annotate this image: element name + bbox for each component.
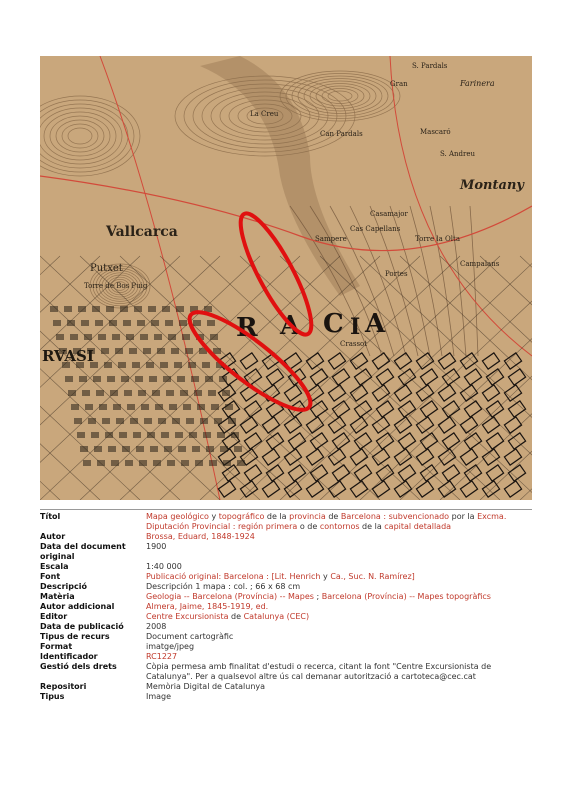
town-block — [119, 432, 127, 438]
town-block — [127, 404, 135, 410]
metadata-row — [40, 602, 532, 612]
town-block — [135, 376, 143, 382]
town-block — [197, 404, 205, 410]
town-block — [222, 390, 230, 396]
town-block — [79, 376, 87, 382]
town-block — [102, 418, 110, 424]
town-block — [157, 348, 165, 354]
town-block — [101, 348, 109, 354]
town-block — [97, 460, 105, 466]
town-block — [115, 348, 123, 354]
town-block — [108, 446, 116, 452]
metadata-text: 1:40 000 — [146, 562, 182, 571]
town-block — [149, 376, 157, 382]
town-block — [111, 460, 119, 466]
map-label: Sampere — [315, 235, 347, 243]
town-block — [153, 460, 161, 466]
town-block — [183, 404, 191, 410]
metadata-label: Data del document original — [40, 542, 126, 561]
town-block — [185, 348, 193, 354]
map-label: S. Andreu — [440, 150, 476, 158]
metadata-row — [40, 542, 532, 562]
town-block — [181, 460, 189, 466]
town-block — [208, 390, 216, 396]
town-block — [148, 306, 156, 312]
metadata-text: y — [320, 572, 331, 581]
town-block — [167, 460, 175, 466]
metadata-value — [146, 612, 532, 622]
town-block — [68, 390, 76, 396]
town-block — [203, 432, 211, 438]
metadata-text: 1900 — [146, 542, 167, 551]
metadata-value — [146, 662, 532, 682]
town-block — [125, 460, 133, 466]
metadata-row — [40, 682, 532, 692]
metadata-text: 2008 — [146, 622, 167, 631]
town-block — [130, 418, 138, 424]
metadata-value — [146, 512, 532, 532]
metadata-link[interactable]: Geologia -- Barcelona (Província) -- Mapes — [146, 592, 314, 601]
town-block — [132, 362, 140, 368]
town-block — [82, 390, 90, 396]
town-block — [193, 320, 201, 326]
town-block — [91, 432, 99, 438]
town-block — [161, 432, 169, 438]
map-label: Torre de Bos Puig — [84, 282, 148, 290]
metadata-value — [146, 652, 532, 662]
metadata-text: Image — [146, 692, 172, 701]
metadata-link[interactable]: Excma. Diputación Provincial : región primera — [146, 512, 507, 531]
metadata-label: Font — [40, 572, 61, 581]
metadata-text: imatge/jpeg — [146, 642, 195, 651]
map-label: Portes — [385, 270, 408, 278]
metadata-label: Format — [40, 642, 73, 651]
town-block — [129, 348, 137, 354]
metadata-row — [40, 662, 532, 682]
metadata-table — [40, 509, 532, 702]
metadata-link[interactable]: topográfico — [218, 512, 265, 521]
town-block — [165, 320, 173, 326]
metadata-label: Autor addicional — [40, 602, 115, 611]
metadata-text: de — [325, 512, 341, 521]
town-block — [158, 418, 166, 424]
town-block — [186, 418, 194, 424]
town-block — [109, 320, 117, 326]
metadata-link[interactable]: Ca., Suc. N. Ramírez] — [330, 572, 415, 581]
map-label: La Creu — [250, 110, 279, 118]
map-image — [40, 56, 532, 500]
town-block — [50, 306, 58, 312]
map-district-letter: A — [365, 309, 386, 339]
town-block — [56, 334, 64, 340]
town-block — [122, 446, 130, 452]
town-block — [141, 404, 149, 410]
town-block — [126, 334, 134, 340]
metadata-label: Tipus de recurs — [40, 632, 110, 641]
town-block — [136, 446, 144, 452]
town-block — [205, 376, 213, 382]
town-block — [169, 404, 177, 410]
metadata-value — [146, 562, 532, 572]
town-block — [154, 334, 162, 340]
metadata-row — [40, 572, 532, 582]
town-block — [53, 320, 61, 326]
town-block — [152, 390, 160, 396]
metadata-top-rule — [40, 509, 532, 510]
town-block — [231, 432, 239, 438]
town-block — [206, 446, 214, 452]
town-block — [147, 432, 155, 438]
map-district-letter: R — [236, 313, 258, 343]
metadata-value — [146, 592, 532, 602]
town-block — [151, 320, 159, 326]
town-block — [160, 362, 168, 368]
metadata-label: Títol — [40, 512, 61, 521]
map-district-letter: I — [350, 314, 361, 340]
town-block — [144, 418, 152, 424]
town-block — [213, 348, 221, 354]
town-block — [188, 362, 196, 368]
metadata-value — [146, 622, 532, 632]
metadata-row — [40, 612, 532, 622]
metadata-text: ; — [313, 592, 322, 601]
town-block — [95, 320, 103, 326]
map-label: Vallcarca — [106, 224, 178, 240]
town-block — [155, 404, 163, 410]
town-block — [110, 390, 118, 396]
metadata-row — [40, 512, 532, 532]
town-block — [120, 306, 128, 312]
metadata-label: Autor — [40, 532, 66, 541]
metadata-row — [40, 632, 532, 642]
town-block — [64, 306, 72, 312]
town-block — [98, 334, 106, 340]
metadata-text: de la — [359, 522, 385, 531]
town-block — [74, 418, 82, 424]
town-block — [106, 306, 114, 312]
metadata-label: Editor — [40, 612, 68, 621]
metadata-label: Identificador — [40, 652, 98, 661]
metadata-label: Data de publicació — [40, 622, 124, 631]
town-block — [85, 404, 93, 410]
town-block — [107, 376, 115, 382]
metadata-row — [40, 652, 532, 662]
metadata-row — [40, 562, 532, 572]
metadata-value — [146, 572, 532, 582]
town-block — [104, 362, 112, 368]
metadata-text: o de — [297, 522, 320, 531]
town-block — [214, 418, 222, 424]
metadata-link[interactable]: Brossa, Eduard, 1848-1924 — [146, 532, 255, 541]
metadata-label: Gestió dels drets — [40, 662, 117, 671]
metadata-label: Escala — [40, 562, 69, 571]
town-block — [138, 390, 146, 396]
town-block — [81, 320, 89, 326]
town-block — [162, 306, 170, 312]
town-block — [219, 376, 227, 382]
town-block — [200, 418, 208, 424]
metadata-label: Repositori — [40, 682, 87, 691]
town-block — [223, 460, 231, 466]
metadata-row — [40, 582, 532, 592]
town-block — [174, 362, 182, 368]
metadata-label: Descripció — [40, 582, 87, 591]
town-block — [143, 348, 151, 354]
town-block — [112, 334, 120, 340]
town-block — [94, 446, 102, 452]
metadata-value — [146, 532, 532, 542]
town-block — [195, 460, 203, 466]
metadata-link[interactable]: Mapa geológico — [146, 512, 209, 521]
map-label: Putxet — [90, 263, 123, 274]
map-label: Mascaró — [420, 128, 451, 136]
town-block — [65, 376, 73, 382]
town-block — [77, 432, 85, 438]
town-block — [179, 320, 187, 326]
metadata-link[interactable]: Barcelona (Província) -- Mapes topogràfics — [321, 592, 491, 601]
town-block — [192, 446, 200, 452]
metadata-value — [146, 632, 532, 642]
metadata-value — [146, 582, 532, 592]
metadata-value — [146, 542, 532, 552]
town-block — [211, 404, 219, 410]
town-block — [137, 320, 145, 326]
town-block — [225, 404, 233, 410]
metadata-label: Matèria — [40, 592, 75, 601]
metadata-label: Tipus — [40, 692, 65, 701]
town-block — [121, 376, 129, 382]
town-block — [105, 432, 113, 438]
map-label: RVASI — [42, 347, 94, 365]
town-block — [166, 390, 174, 396]
town-block — [92, 306, 100, 312]
town-block — [150, 446, 158, 452]
town-block — [217, 432, 225, 438]
metadata-value — [146, 642, 532, 652]
metadata-row — [40, 642, 532, 652]
town-block — [67, 320, 75, 326]
town-block — [207, 320, 215, 326]
map-label: Torre la Olta — [415, 235, 461, 243]
town-block — [139, 460, 147, 466]
town-block — [133, 432, 141, 438]
town-block — [99, 404, 107, 410]
town-block — [71, 404, 79, 410]
metadata-link[interactable]: Publicació original: Barcelona : [Lit. Henrich — [146, 572, 321, 581]
town-block — [177, 376, 185, 382]
metadata-value — [146, 682, 532, 692]
town-block — [194, 390, 202, 396]
metadata-link[interactable]: capital detallada — [384, 522, 452, 531]
town-block — [191, 376, 199, 382]
map-svg — [40, 56, 532, 500]
map-label: Campalans — [460, 260, 500, 268]
metadata-text: de — [228, 612, 244, 621]
town-block — [164, 446, 172, 452]
town-block — [168, 334, 176, 340]
town-block — [96, 390, 104, 396]
town-block — [78, 306, 86, 312]
town-block — [176, 306, 184, 312]
town-block — [70, 334, 78, 340]
town-block — [189, 432, 197, 438]
metadata-link[interactable]: provincia — [289, 512, 326, 521]
metadata-text: por la — [449, 512, 478, 521]
metadata-text: de la — [264, 512, 290, 521]
map-label: Can Pardals — [320, 130, 363, 138]
metadata-link[interactable]: Barcelona : subvencionado — [340, 512, 450, 521]
town-block — [209, 460, 217, 466]
town-block — [171, 348, 179, 354]
map-district-letter: C — [323, 309, 344, 339]
town-block — [80, 446, 88, 452]
metadata-text: Document cartogràfic — [146, 632, 234, 641]
map-label: Farinera — [460, 79, 495, 88]
metadata-link[interactable]: contornos — [319, 522, 360, 531]
town-block — [88, 418, 96, 424]
metadata-row — [40, 622, 532, 632]
metadata-text: Descripción 1 mapa : col. ; 66 x 68 cm — [146, 582, 301, 591]
town-block — [123, 320, 131, 326]
map-label: S. Pardals — [412, 62, 448, 70]
town-block — [140, 334, 148, 340]
map-label: Cas Capellans — [350, 225, 401, 233]
metadata-link[interactable]: RC1227 — [146, 652, 178, 661]
town-block — [237, 460, 245, 466]
metadata-row — [40, 592, 532, 602]
metadata-row — [40, 532, 532, 542]
metadata-row — [40, 692, 532, 702]
metadata-value — [146, 692, 532, 702]
map-district-letter: A — [280, 311, 301, 341]
town-block — [182, 334, 190, 340]
town-block — [178, 446, 186, 452]
metadata-text: Còpia permesa amb finalitat d'estudi o recerca, citant la font "Centre Excursionista de Catalunya". Per a qualsevol altre ús cal demanar autorització a cartoteca@cec.cat — [146, 662, 492, 681]
metadata-text: Memòria Digital de Catalunya — [146, 682, 266, 691]
metadata-link[interactable]: Catalunya (CEC) — [243, 612, 310, 621]
town-block — [113, 404, 121, 410]
town-block — [210, 334, 218, 340]
map-label: Montany — [460, 178, 524, 193]
town-block — [84, 334, 92, 340]
map-label: Casamajor — [370, 210, 408, 218]
town-block — [163, 376, 171, 382]
town-block — [220, 446, 228, 452]
town-block — [202, 362, 210, 368]
map-label: Crassot — [340, 340, 368, 348]
metadata-text: y — [208, 512, 219, 521]
town-block — [175, 432, 183, 438]
town-block — [172, 418, 180, 424]
town-block — [180, 390, 188, 396]
map-label: Gran — [390, 80, 408, 88]
metadata-link[interactable]: Centre Excursionista — [146, 612, 229, 621]
town-block — [146, 362, 154, 368]
town-block — [124, 390, 132, 396]
metadata-link[interactable]: Almera, Jaime, 1845-1919, ed. — [146, 602, 269, 611]
town-block — [83, 460, 91, 466]
town-block — [116, 418, 124, 424]
town-block — [118, 362, 126, 368]
town-block — [228, 418, 236, 424]
town-block — [93, 376, 101, 382]
town-block — [234, 446, 242, 452]
town-block — [134, 306, 142, 312]
metadata-value — [146, 602, 532, 612]
